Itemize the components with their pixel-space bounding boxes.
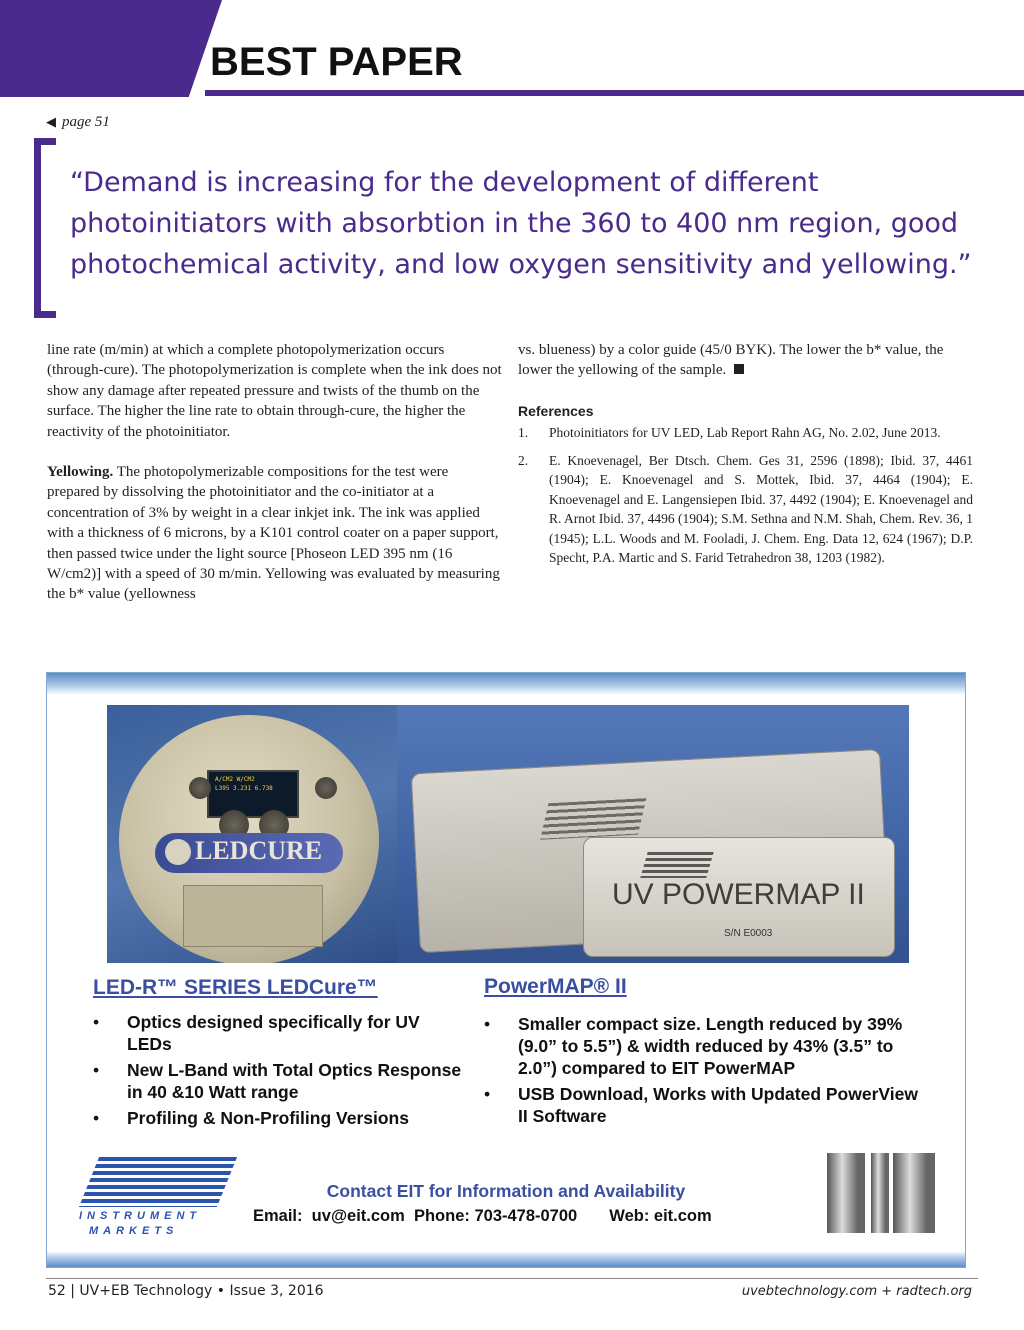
radiometer-disc bbox=[119, 715, 379, 963]
radiometer-screen bbox=[207, 770, 299, 818]
eit-badge-icon bbox=[165, 839, 191, 865]
eit-logo-bar bbox=[871, 1153, 889, 1233]
body-paragraph-end bbox=[518, 340, 973, 381]
eit-3d-logo bbox=[827, 1153, 939, 1238]
screen-readout-2: L395 3.231 6.738 bbox=[215, 785, 273, 792]
eit-advertisement[interactable] bbox=[46, 672, 966, 1268]
left-triangle-icon: ◀ bbox=[46, 114, 56, 129]
contact-details[interactable]: Email: uv@eit.com Phone: 703-478-0700 Web: eit.com bbox=[253, 1207, 712, 1225]
end-mark-icon bbox=[734, 364, 744, 374]
contact-heading: Contact EIT for Information and Availability bbox=[326, 1181, 686, 1201]
reference-number: 1. bbox=[518, 425, 529, 441]
references-heading: References bbox=[518, 402, 594, 419]
powermap-device bbox=[583, 837, 895, 957]
reference-item bbox=[518, 423, 973, 443]
section-title: BEST PAPER bbox=[210, 40, 463, 84]
logo-text-line: MARKETS bbox=[89, 1225, 179, 1237]
knob-icon bbox=[315, 777, 337, 799]
continued-from-label: page 51 bbox=[62, 114, 110, 130]
serial-number: S/N E0003 bbox=[724, 928, 773, 939]
header-rule bbox=[205, 90, 1024, 96]
reference-text: E. Knoevenagel, Ber Dtsch. Chem. Ges 31, 2596 (1898); Ibid. 37, 4461 (1904); E. Knoevenagel and S. Mottek, Ibid. 37, 4464 (1904); E. Knoevenagel and E. Langensiepen Ibid. 37, 4492 (1904); E. Knoevenagel and R. Arnot Ibid. 37, 4496 (1904); S.M. Sethna and N.M. Shah, Chem. Rev. 36, 1 (1945); L.L. Woods and M. Fooladi, J. Chem. Eng. Data 12, 624 (1967); D.P. Specht, P.A. Martic and S. Farid Tetrahedron 38, 1203 (1982). bbox=[549, 452, 973, 566]
pull-quote: “Demand is increasing for the development of different photoinitiators with absorbtion in the 360 to 400 nm region, good photochemical activity, and low oxygen sensitivity and yellowing.” bbox=[70, 167, 972, 280]
ledcure-feature-list bbox=[93, 1011, 463, 1133]
screen-readout-1: A/CM2 W/CM2 bbox=[215, 776, 255, 783]
paragraph-text: The photopolymerizable compositions for the test were prepared by dissolving the photoinitiator and the co-initiator at a concentration of 3% by weight in a clear inkjet ink. The ink was applied with a thickness of 6 microns, by a K101 control coater on a paper support, then passed twice under the light source [Phoseon LED 395 nm (16 W/cm2)] with a speed of 30 m/min. Yellowing was evaluated by measuring the b* value (yellowness bbox=[47, 464, 500, 603]
eit-logo-bar bbox=[893, 1153, 935, 1233]
eit-stripes-icon bbox=[540, 798, 646, 840]
ledcure-badge-text: LEDCURE bbox=[195, 836, 323, 865]
run-in-heading: Yellowing. bbox=[47, 464, 114, 481]
eit-stripes-icon bbox=[640, 852, 713, 878]
eit-logo-icon bbox=[827, 1153, 865, 1233]
quote-bracket bbox=[34, 138, 56, 318]
body-paragraph: line rate (m/min) at which a complete photopolymerization occurs (through-cure). The photopolymerization is complete when the ink does not show any damage after repeated pressure and twists of the thumb on the surface. The higher the line rate to obtain through-cure, the higher the reactivity of the photoinitiator. bbox=[47, 342, 502, 440]
feature-item: • USB Download, Works with Updated PowerView II Software bbox=[484, 1083, 924, 1127]
left-column bbox=[47, 340, 502, 625]
footer-rule bbox=[46, 1278, 978, 1279]
feature-item: • New L-Band with Total Optics Response in 40 &10 Watt range bbox=[93, 1059, 463, 1103]
reference-item bbox=[518, 451, 973, 568]
reference-number: 2. bbox=[518, 452, 529, 468]
knob-icon bbox=[189, 777, 211, 799]
powermap-device-label: UV POWERMAP II bbox=[612, 878, 865, 911]
reference-text: Photoinitiators for UV LED, Lab Report Rahn AG, No. 2.02, June 2013. bbox=[549, 425, 941, 441]
ledcure-badge bbox=[155, 833, 343, 873]
ad-top-band bbox=[47, 673, 965, 695]
feature-item: • Profiling & Non-Profiling Versions bbox=[93, 1107, 463, 1129]
powermap-heading: PowerMAP® II bbox=[484, 975, 627, 998]
battery-door bbox=[183, 885, 323, 947]
paragraph-text: vs. blueness) by a color guide (45/0 BYK). The lower the b* value, the lower the yellowing of the sample. bbox=[518, 342, 944, 379]
ledcure-heading: LED-R™ SERIES LEDCure™ bbox=[93, 976, 378, 999]
logo-text-line: INSTRUMENT bbox=[79, 1210, 202, 1222]
footer-issue-info: 52 | UV+EB Technology • Issue 3, 2016 bbox=[48, 1283, 324, 1299]
powermap-product-photo bbox=[397, 705, 909, 963]
powermap-feature-list bbox=[484, 1013, 924, 1131]
footer-websites[interactable]: uvebtechnology.com + radtech.org bbox=[741, 1284, 972, 1299]
right-column bbox=[518, 340, 973, 576]
ledcure-product-photo bbox=[107, 705, 407, 963]
header-accent-band bbox=[0, 0, 222, 97]
feature-item: • Optics designed specifically for UV LEDs bbox=[93, 1011, 463, 1055]
ad-bottom-band bbox=[47, 1251, 965, 1267]
feature-item: • Smaller compact size. Length reduced by 39% (9.0” to 5.5”) & width reduced by 43% (3.5” to 2.0”) compared to EIT PowerMAP bbox=[484, 1013, 924, 1079]
continued-from-link[interactable] bbox=[46, 114, 110, 131]
body-paragraph-yellowing bbox=[47, 462, 502, 605]
